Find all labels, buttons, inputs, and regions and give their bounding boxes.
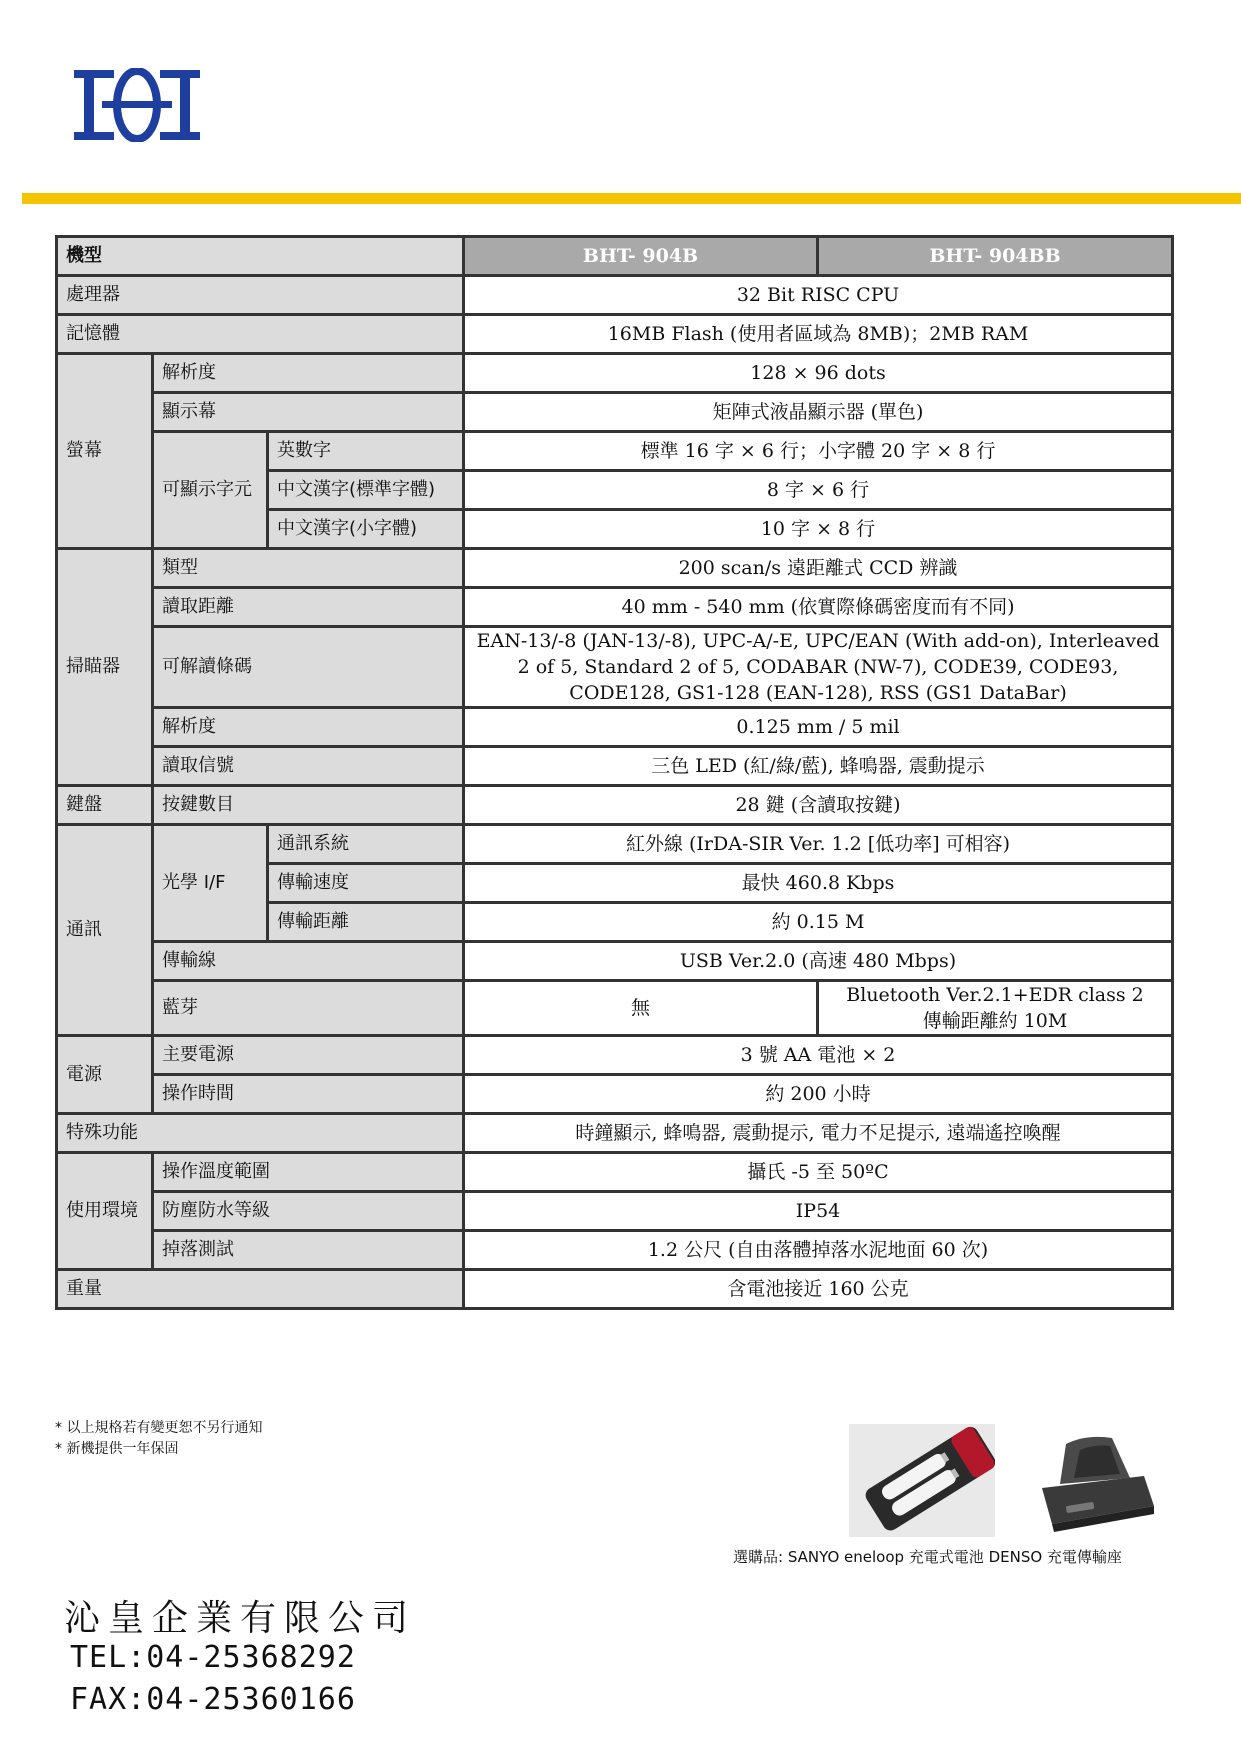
weight-value: 含電池接近 160 公克 [464,1270,1173,1309]
table-row [57,1231,1173,1270]
env-temp-value: 攝氏 -5 至 50ºC [464,1153,1173,1192]
power-time-value: 約 200 小時 [464,1075,1173,1114]
comm-optical-label: 光學 I/F [153,825,268,942]
model-label: 機型 [57,237,464,276]
special-label: 特殊功能 [57,1114,464,1153]
power-main-value: 3 號 AA 電池 × 2 [464,1036,1173,1075]
company-name: 沁皇企業有限公司 [64,1598,417,1639]
table-row [57,1036,1173,1075]
table-row [57,825,1173,864]
table-row [57,627,1173,708]
screen-kanji-std-label: 中文漢字(標準字體) [268,471,464,510]
spec-table [55,235,1174,1310]
weight-label: 重量 [57,1270,464,1309]
memory-value: 16MB Flash (使用者區域為 8MB)；2MB RAM [464,315,1173,354]
comm-system-label: 通訊系統 [268,825,464,864]
env-drop-value: 1.2 公尺 (自由落體掉落水泥地面 60 次) [464,1231,1173,1270]
screen-kanji-std-value: 8 字 × 6 行 [464,471,1173,510]
screen-display-label: 顯示幕 [153,393,464,432]
env-ip-value: IP54 [464,1192,1173,1231]
keyboard-keys-label: 按鍵數目 [153,786,464,825]
comm-bluetooth-label: 藍芽 [153,981,464,1036]
scanner-distance-value: 40 mm - 540 mm (依實際條碼密度而有不同) [464,588,1173,627]
table-row [57,354,1173,393]
env-ip-label: 防塵防水等級 [153,1192,464,1231]
table-row [57,315,1173,354]
keyboard-keys-value: 28 鍵 (含讀取按鍵) [464,786,1173,825]
table-row [57,942,1173,981]
scanner-resolution-value: 0.125 mm / 5 mil [464,708,1173,747]
comm-bluetooth-904bb-value [818,981,1173,1036]
comm-cable-label: 傳輸線 [153,942,464,981]
table-header-row [57,237,1173,276]
footnote-spec-change: * 以上規格若有變更恕不另行通知 [55,1420,263,1436]
company-tel: TEL:04-25368292 [70,1640,356,1675]
screen-resolution-label: 解析度 [153,354,464,393]
model-col-904bb: BHT- 904BB [818,237,1173,276]
screen-display-value: 矩陣式液晶顯示器 (單色) [464,393,1173,432]
bluetooth-range: 傳輸距離約 10M [922,1010,1068,1032]
scanner-label: 掃瞄器 [57,549,153,786]
scanner-resolution-label: 解析度 [153,708,464,747]
memory-label: 記憶體 [57,315,464,354]
env-temp-label: 操作溫度範圍 [153,1153,464,1192]
table-row [57,786,1173,825]
env-drop-label: 掉落測試 [153,1231,464,1270]
table-row [57,1075,1173,1114]
table-row [57,393,1173,432]
screen-alnum-value: 標準 16 字 × 6 行；小字體 20 字 × 8 行 [464,432,1173,471]
table-row [57,1192,1173,1231]
screen-label: 螢幕 [57,354,153,549]
table-row [57,708,1173,747]
table-row [57,549,1173,588]
battery-photo [849,1424,995,1537]
screen-chars-label: 可顯示字元 [153,432,268,549]
table-row [57,276,1173,315]
screen-kanji-small-label: 中文漢字(小字體) [268,510,464,549]
company-logo [74,68,200,142]
comm-system-value: 紅外線 (IrDA-SIR Ver. 1.2 [低功率] 可相容) [464,825,1173,864]
comm-bluetooth-904b-value: 無 [464,981,818,1036]
scanner-type-value: 200 scan/s 遠距離式 CCD 辨識 [464,549,1173,588]
footnote-warranty: * 新機提供一年保固 [55,1441,179,1457]
footnotes [55,1418,262,1460]
table-row [57,747,1173,786]
scanner-distance-label: 讀取距離 [153,588,464,627]
table-row [57,432,1173,471]
table-row [57,1153,1173,1192]
scanner-signal-value: 三色 LED (紅/綠/藍), 蜂鳴器, 震動提示 [464,747,1173,786]
comm-speed-label: 傳輸速度 [268,864,464,903]
environment-label: 使用環境 [57,1153,153,1270]
bluetooth-version: Bluetooth Ver.2.1+EDR class 2 [846,984,1144,1006]
scanner-type-label: 類型 [153,549,464,588]
screen-kanji-small-value: 10 字 × 8 行 [464,510,1173,549]
comm-range-label: 傳輸距離 [268,903,464,942]
scanner-symbologies-label: 可解讀條碼 [153,627,464,708]
processor-label: 處理器 [57,276,464,315]
keyboard-label: 鍵盤 [57,786,153,825]
cradle-photo [1026,1424,1160,1537]
power-label: 電源 [57,1036,153,1114]
model-col-904b: BHT- 904B [464,237,818,276]
scanner-signal-label: 讀取信號 [153,747,464,786]
comm-range-value: 約 0.15 M [464,903,1173,942]
scanner-symbologies-value: EAN-13/-8 (JAN-13/-8), UPC-A/-E, UPC/EAN (With add-on), Interleaved 2 of 5, Standard 2 of 5, CODABAR (NW-7), CODE39, CODE93, CODE128, GS1-128 (EAN-128), RSS (GS1 DataBar) [464,627,1173,708]
company-fax: FAX:04-25360166 [70,1682,356,1717]
screen-resolution-value: 128 × 96 dots [464,354,1173,393]
comm-label: 通訊 [57,825,153,1036]
comm-cable-value: USB Ver.2.0 (高速 480 Mbps) [464,942,1173,981]
power-main-label: 主要電源 [153,1036,464,1075]
table-row [57,1270,1173,1309]
table-row [57,1114,1173,1153]
special-value: 時鐘顯示, 蜂鳴器, 震動提示, 電力不足提示, 遠端遙控喚醒 [464,1114,1173,1153]
processor-value: 32 Bit RISC CPU [464,276,1173,315]
comm-speed-value: 最快 460.8 Kbps [464,864,1173,903]
table-row [57,588,1173,627]
power-time-label: 操作時間 [153,1075,464,1114]
screen-alnum-label: 英數字 [268,432,464,471]
options-caption: 選購品: SANYO eneloop 充電式電池 DENSO 充電傳輸座 [733,1548,1122,1566]
table-row [57,981,1173,1036]
accent-bar [22,193,1241,204]
